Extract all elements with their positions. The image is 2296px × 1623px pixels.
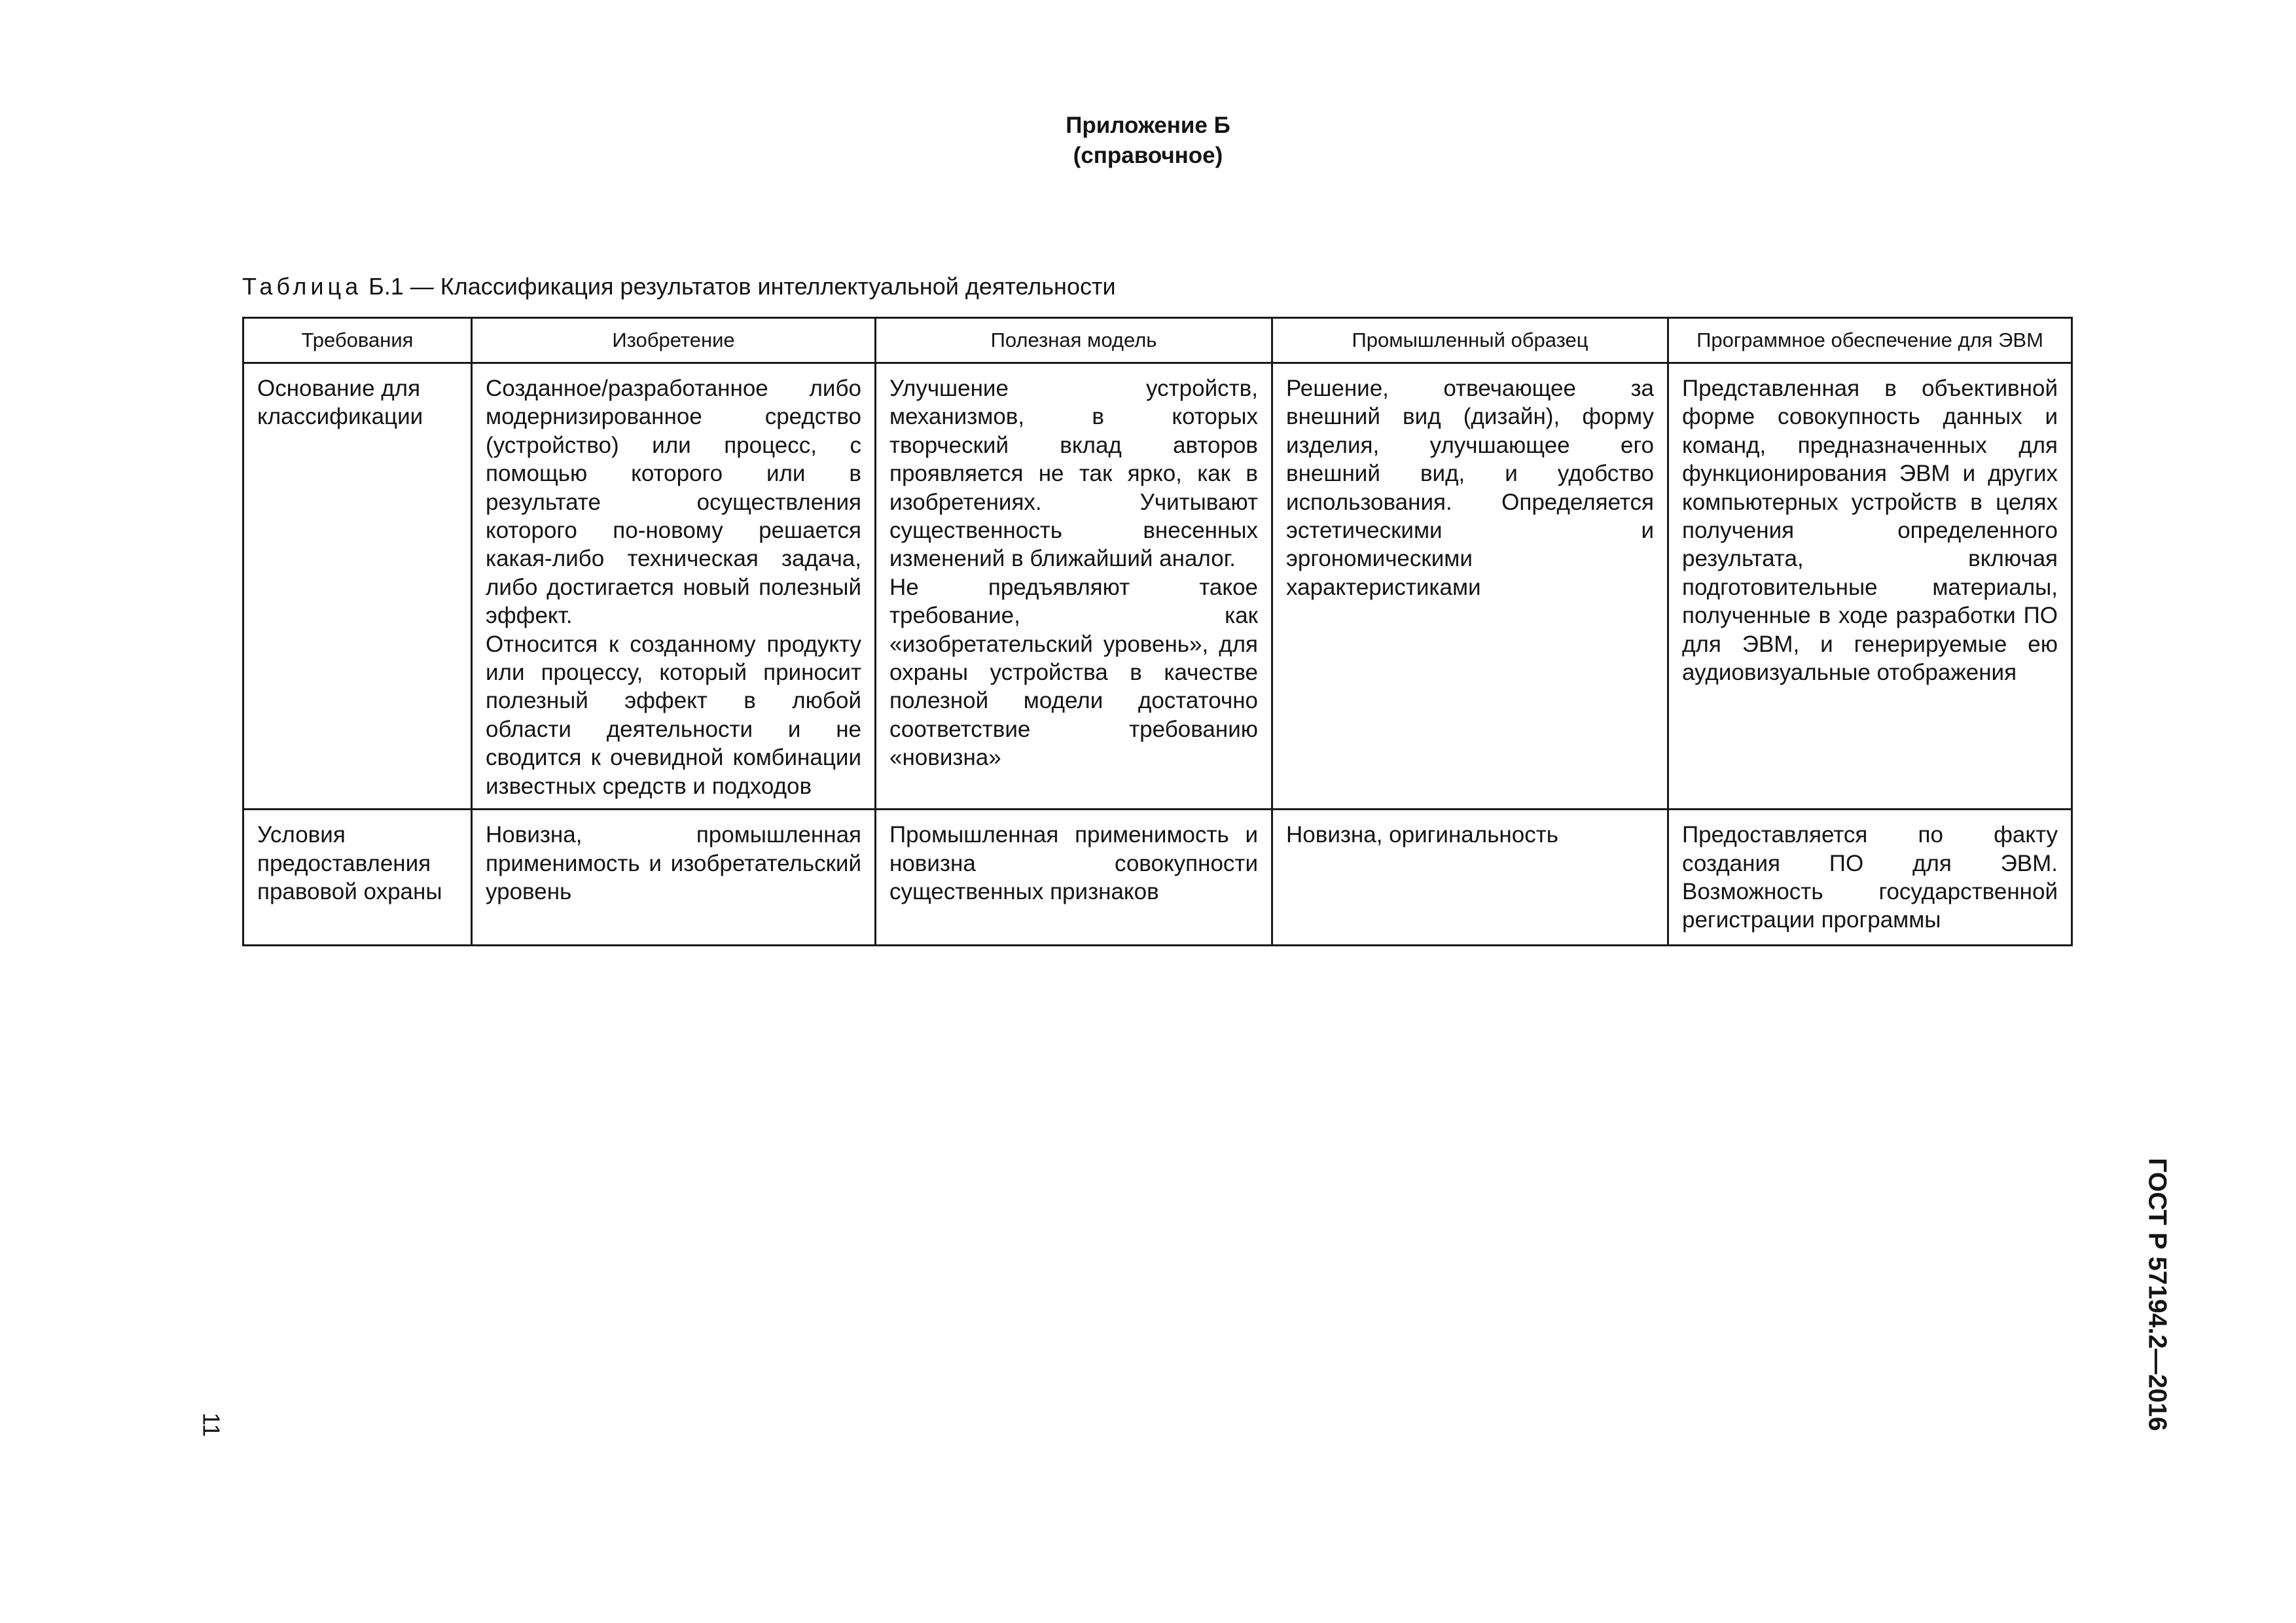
page-number: 11 [198,1412,225,1437]
cell-invention-basis [472,363,876,810]
header-invention: Изобретение [472,318,876,363]
header-requirements: Требования [243,318,472,363]
table-header-row [243,318,2072,363]
cell-software-conditions: Предоставляется по факту создания ПО для ЭВМ. Возможность государственной регистрации программы [1668,810,2072,946]
cell-utility-model-basis [876,363,1272,810]
cell-invention-conditions: Новизна, промышленная применимость и изобретательский уровень [472,810,876,946]
table-row [243,810,2072,946]
cell-paragraph: Улучшение устройств, механизмов, в которых творческий вклад авторов проявляется не так ярко, как в изобретениях. Учитывают существенность внесенных изменений в ближайший аналог. [889,376,1258,572]
header-industrial-design: Промышленный образец [1272,318,1668,363]
document-code [2140,1144,2174,1445]
cell-industrial-design-conditions: Новизна, оригинальность [1272,810,1668,946]
cell-utility-model-conditions: Промышленная применимость и новизна совокупности существенных признаков [876,810,1272,946]
header-software: Программное обеспечение для ЭВМ [1668,318,2072,363]
table-caption-word: Таблица [242,273,363,300]
row-label-protection-conditions: Условия предоставления правовой охраны [243,810,472,946]
header-utility-model: Полезная модель [876,318,1272,363]
classification-table [242,317,2073,946]
appendix-subtitle: (справочное) [1073,143,1223,168]
table-caption [242,272,1116,301]
cell-software-basis: Представленная в объективной форме совокупность данных и команд, предназначенных для функционирования ЭВМ и других компьютерных устройств в целях получения определенного результата, включая подготовительные материалы, полученные в ходе разработки ПО для ЭВМ, и генерируемые ею аудиовизуальные отображения [1668,363,2072,810]
cell-paragraph: Относится к созданному продукту или процессу, который приносит полезный эффект в любой области деятельности и не сводится к очевидной комбинации известных средств и подходов [486,631,861,799]
row-label-classification-basis: Основание для классификации [243,363,472,810]
cell-paragraph: Созданное/разработанное либо модернизированное средство (устройство) или процесс, с помощью которого или в результате осуществления которого по-новому решается какая-либо техническая задача, либо достигается новый полезный эффект. [486,376,861,629]
cell-paragraph: Не предъявляют такое требование, как «изобретательский уровень», для охраны устройства в качестве полезной модели достаточно соответствие требованию «новизна» [889,574,1258,771]
appendix-title: Приложение Б [1066,113,1230,138]
table-row [243,363,2072,810]
document-code-text: ГОСТ Р 57194.2—2016 [2144,1158,2172,1431]
cell-industrial-design-basis: Решение, отвечающее за внешний вид (дизайн), форму изделия, улучшающее его внешний вид, и удобство использования. Определяется эстетическими и эргономическими характеристиками [1272,363,1668,810]
table-caption-text: Б.1 — Классификация результатов интеллектуальной деятельности [362,273,1116,300]
